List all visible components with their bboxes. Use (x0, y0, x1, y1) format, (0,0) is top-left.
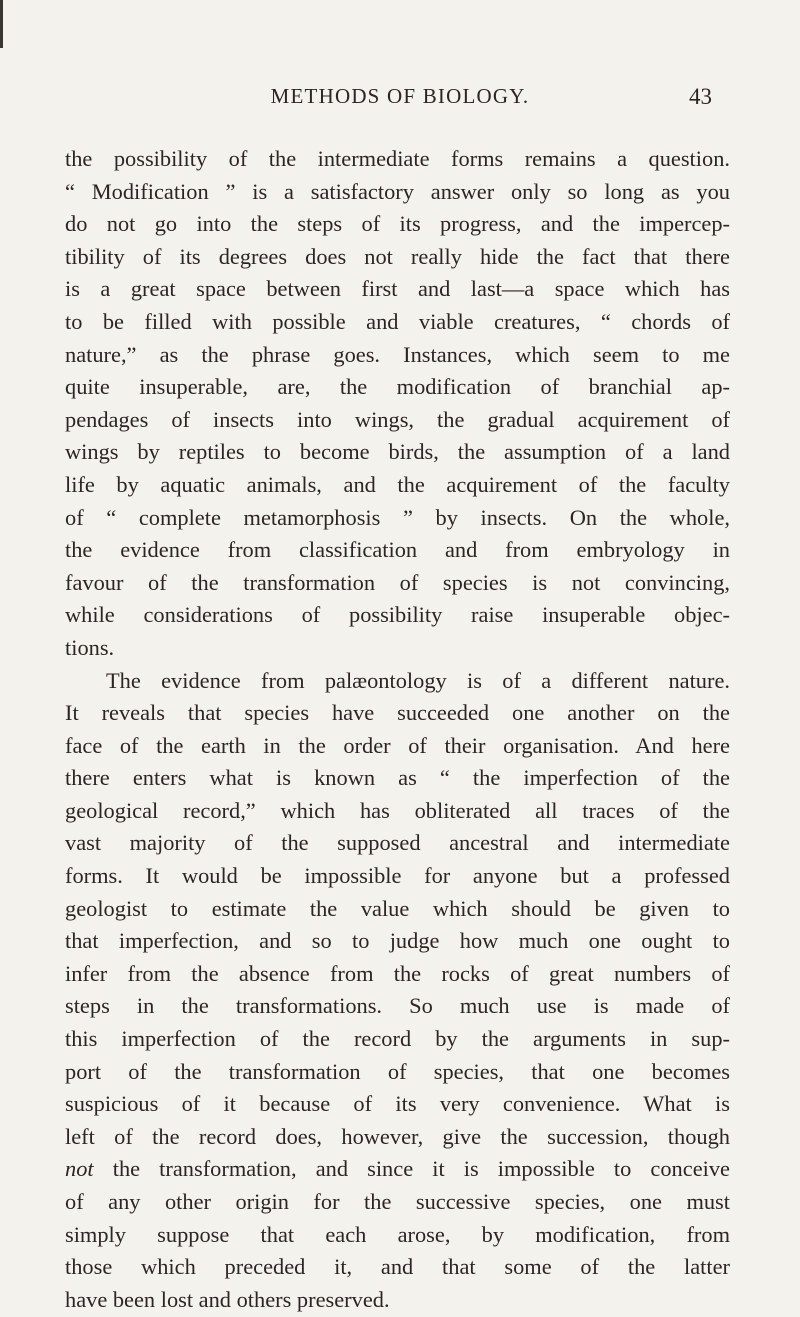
text-line: infer from the absence from the rocks of great numbers of (65, 960, 730, 986)
page-header (0, 84, 800, 124)
text-line: quite insuperable, are, the modification of branchial ap- (65, 374, 730, 400)
text-line: tions. (65, 634, 115, 660)
text-line: the possibility of the intermediate forms remains a question. (65, 146, 730, 171)
text-line: is a great space between first and last—a space which has (65, 276, 730, 302)
text-line: do not go into the steps of its progress, and the impercep- (65, 211, 730, 237)
text-line: simply suppose that each arose, by modification, from (65, 1221, 730, 1247)
text-line: face of the earth in the order of their organisation. And here (65, 732, 730, 758)
text-line: forms. It would be impossible for anyone but a professed (65, 863, 730, 889)
text-line: geologist to estimate the value which should be given to (65, 895, 730, 921)
text-line: “ Modification ” is a satisfactory answer only so long as you (65, 178, 730, 204)
text-line: there enters what is known as “ the imperfection of the (65, 765, 730, 791)
body-text (65, 143, 730, 1316)
text-line: the evidence from classification and from embryology in (65, 537, 730, 563)
text-line: to be filled with possible and viable creatures, “ chords of (65, 308, 730, 334)
text-line: wings by reptiles to become birds, the assumption of a land (65, 439, 730, 465)
text-line: pendages of insects into wings, the gradual acquirement of (65, 406, 730, 432)
text-line: steps in the transformations. So much use is made of (65, 993, 730, 1019)
text-line: this imperfection of the record by the arguments in sup- (65, 1026, 730, 1052)
text-line: have been lost and others preserved. (65, 1286, 390, 1312)
text-line: suspicious of it because of its very convenience. What is (65, 1091, 730, 1117)
text-line: those which preceded it, and that some of the latter (65, 1254, 730, 1280)
binding-edge (0, 0, 3, 48)
text-line: that imperfection, and so to judge how much one ought to (65, 928, 730, 954)
italic-word: not (65, 1156, 94, 1182)
text-line: while considerations of possibility raise insuperable objec- (65, 602, 730, 628)
text-line: geological record,” which has obliterated all traces of the (65, 797, 730, 823)
text-line: of any other origin for the successive species, one must (65, 1189, 730, 1214)
text-line: nature,” as the phrase goes. Instances, which seem to me (65, 341, 730, 367)
text-line: vast majority of the supposed ancestral and intermediate (65, 830, 730, 856)
text-line: left of the record does, however, give the succession, though (65, 1123, 730, 1149)
text-line: favour of the transformation of species is not convincing, (65, 569, 730, 595)
text-line: tibility of its degrees does not really hide the fact that there (65, 243, 730, 269)
text-line: of “ complete metamorphosis ” by insects. On the whole, (65, 504, 730, 530)
running-head: METHODS OF BIOLOGY. (270, 84, 530, 108)
page-number: 43 (689, 84, 712, 109)
text-line: port of the transformation of species, that one becomes (65, 1058, 730, 1084)
text-line (65, 1153, 730, 1186)
paragraph-first-line: The evidence from palæontology is of a different nature. (106, 667, 730, 693)
text-line: life by aquatic animals, and the acquirement of the faculty (65, 471, 730, 497)
text-line-rest: the transformation, and since it is impossible to conceive (112, 1156, 730, 1182)
text-line: It reveals that species have succeeded one another on the (65, 700, 730, 726)
